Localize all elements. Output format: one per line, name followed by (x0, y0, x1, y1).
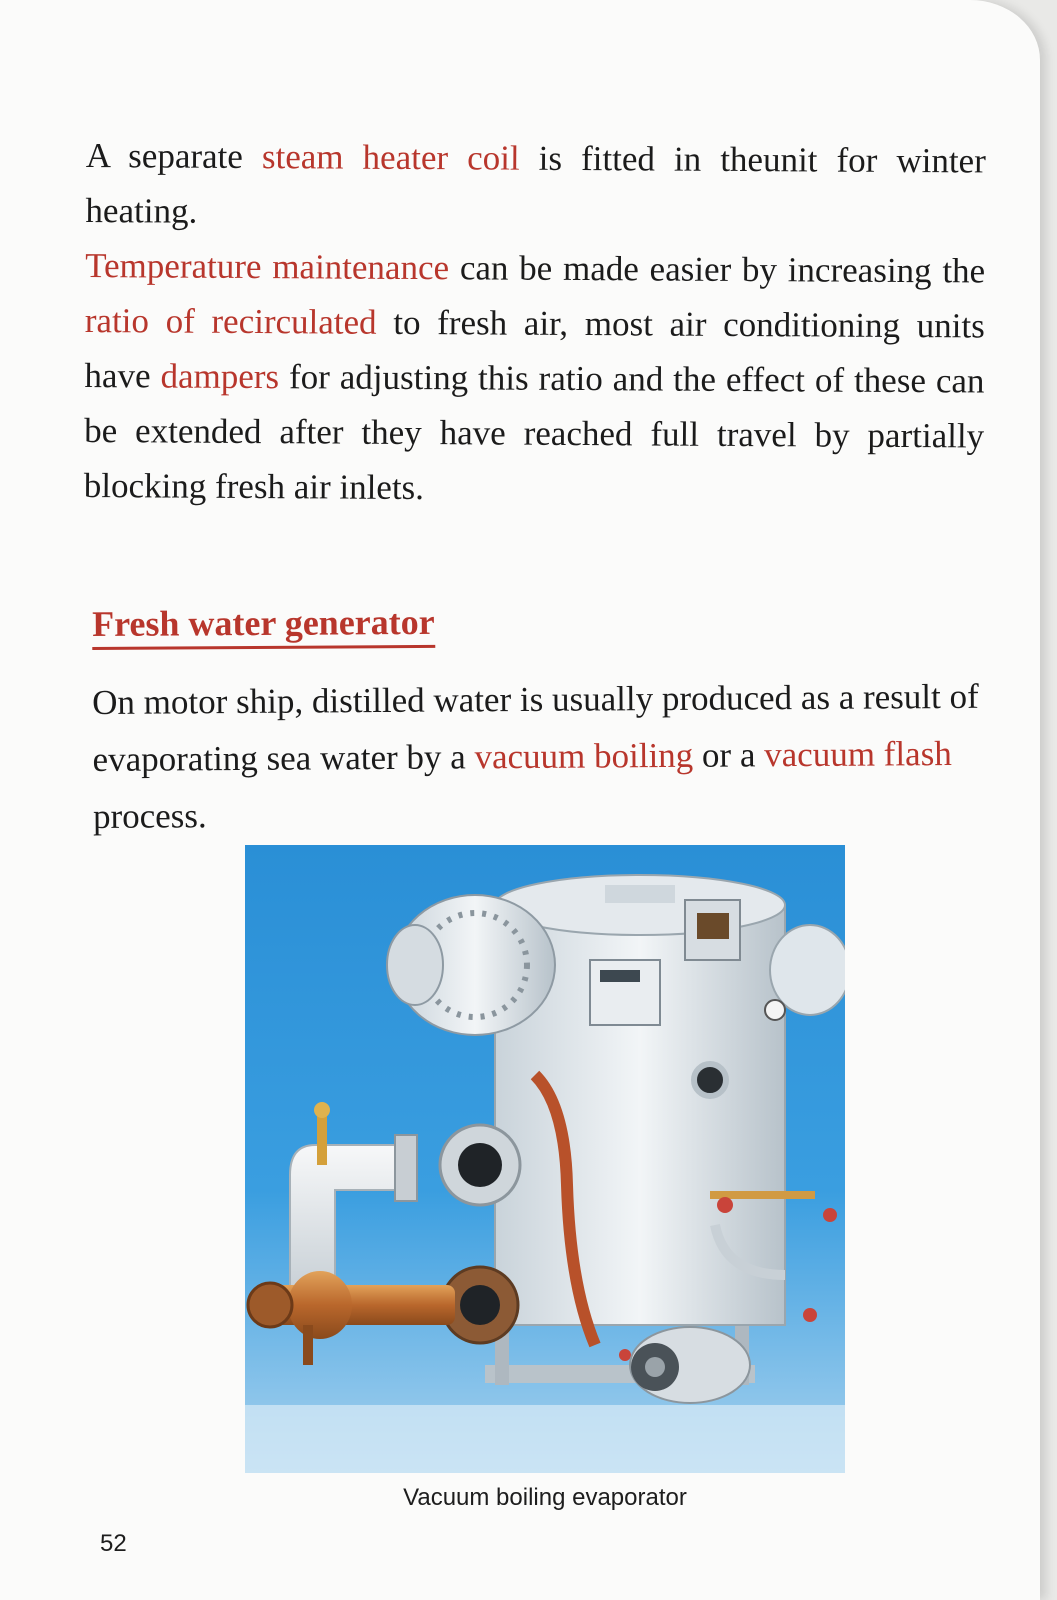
text-span: process. (92, 796, 207, 836)
text-span: is fitted in theunit for winter heating. (85, 138, 986, 231)
text-span: can be made easier by increasing the (449, 248, 986, 291)
highlight-steam-heater-coil: steam heater coil (261, 137, 520, 178)
highlight-vacuum-boiling: vacuum boiling (474, 735, 694, 777)
paragraph-temperature-maintenance (84, 238, 986, 518)
page-number: 52 (100, 1530, 127, 1557)
paragraph-distilled-water (92, 668, 1003, 845)
text-span: On motor ship, distilled water is usually produced as a result of evaporating sea water by a (92, 676, 979, 779)
highlight-temperature-maintenance: Temperature maintenance (85, 245, 450, 288)
body-text-top (84, 128, 986, 518)
evaporator-photo (245, 845, 845, 1473)
body-text-fresh-water (92, 668, 1003, 845)
text-span: or a (693, 735, 765, 775)
text-span: A separate (85, 135, 263, 177)
highlight-dampers: dampers (160, 356, 280, 397)
text-span: for adjusting this ratio and the effect of these can be extended after they have reached full travel by partially blocking fresh air inlets. (83, 357, 985, 508)
paragraph-steam-heater (85, 128, 986, 243)
highlight-vacuum-flash: vacuum flash (764, 734, 952, 775)
text-span: to fresh air, most air conditioning units have (84, 302, 985, 396)
highlight-ratio-of-recirculated: ratio of recirculated (84, 300, 377, 342)
figure-caption: Vacuum boiling evaporator (403, 1484, 687, 1511)
section-heading: Fresh water generator (92, 601, 435, 650)
evaporator-illustration (245, 845, 845, 1473)
